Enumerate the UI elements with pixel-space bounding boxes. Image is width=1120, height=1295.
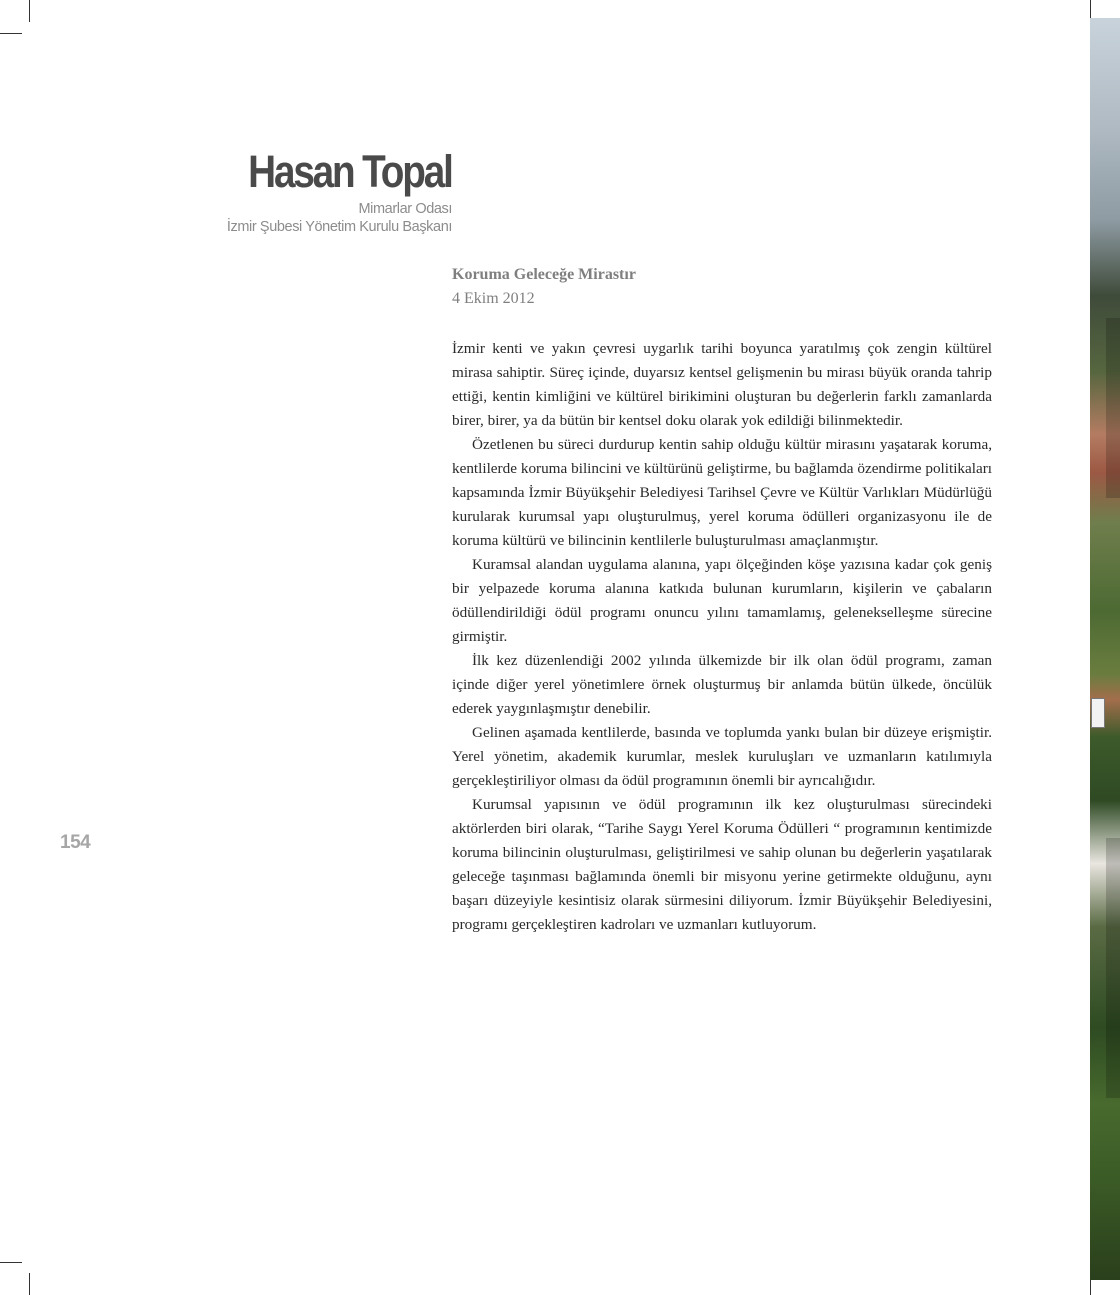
article-date: 4 Ekim 2012 — [452, 290, 535, 307]
author-name: Hasan Topal — [248, 146, 452, 197]
article-body — [452, 337, 992, 937]
article-paragraph: İzmir kenti ve yakın çevresi uygarlık tarihi boyunca yaratılmış çok zengin kültürel mirasa sahiptir. Süreç içinde, duyarsız kentsel gelişmenin bu mirası büyük oranda tahrip ettiği, kentin kimliğini ve kültürel birikimini oluşturan bu değerlerin farklı zamanlarda birer, birer, ya da bütün bir kentsel doku olarak yok edildiği bilinmektedir. — [452, 340, 992, 429]
article-paragraph: Kuramsal alandan uygulama alanına, yapı ölçeğinden köşe yazısına kadar çok geniş bir yelpazede koruma alanına katkıda bulunan kurumların, kişilerin ve çabaların ödüllendirildiği ödül programı onuncu yılını tamamlamış, gelenekselleşme sürecine girmiştir. — [452, 556, 992, 645]
article — [452, 263, 992, 937]
author-block — [215, 144, 452, 236]
photo-street-sign — [1091, 698, 1105, 728]
crop-mark — [29, 1273, 30, 1295]
crop-mark — [0, 1262, 22, 1263]
article-paragraph: Kurumsal yapısının ve ödül programının ilk kez oluşturulması sürecindeki aktörlerden biri olarak, “Tarihe Saygı Yerel Koruma Ödülleri “ programının kentimizde koruma bilincinin oluşturulması, geliştirilmesi ve sahip olunan bu değerlerin yaşatılarak geleceğe taşınması bağlamında önemli bir misyonu yerine getirmekte olduğunu, aynı başarı düzeyiyle kesintisiz olarak sürmesini diliyorum. İzmir Büyükşehir Belediyesini, programı gerçekleştiren kadroları ve uzmanları kutluyorum. — [452, 796, 992, 933]
article-paragraph: Özetlenen bu süreci durdurup kentin sahip olduğu kültür mirasını yaşatarak koruma, kentlilerde koruma bilincini ve kültürünü geliştirme, bu bağlamda özendirme politikaları kapsamında İzmir Büyükşehir Belediyesi Tarihsel Çevre ve Kültür Varlıkları Müdürlüğü kurularak kurumsal yapı oluşturulmuş, yerel koruma ödülleri organizasyonu ile de koruma kültürü ve bilincinin kentlilerle buluşturulması amaçlanmıştır. — [452, 436, 992, 549]
crop-mark — [0, 33, 22, 34]
photo-shadow — [1106, 838, 1120, 1098]
author-role: İzmir Şubesi Yönetim Kurulu Başkanı — [226, 219, 452, 235]
author-organization: Mimarlar Odası — [358, 201, 452, 217]
article-paragraph: İlk kez düzenlendiği 2002 yılında ülkemizde bir ilk olan ödül programı, zaman içinde diğer yerel yönetimlere örnek oluşturmuş bir anlamda bütün ülkede, öncülük ederek yaygınlaşmıştır denebilir. — [452, 652, 992, 717]
article-paragraph: Gelinen aşamada kentlilerde, basında ve toplumda yankı bulan bir düzeye erişmiştir. Yerel yönetim, akademik kurumlar, meslek kuruluşları ve uzmanların katılımıyla gerçekleştiriliyor olması da ödül programının önemli bir ayrıcalığıdır. — [452, 724, 992, 789]
photo-shadow — [1106, 318, 1120, 498]
facing-page-photo — [1090, 18, 1120, 1280]
article-title: Koruma Geleceğe Mirastır — [452, 266, 636, 283]
page-number: 154 — [60, 832, 91, 853]
crop-mark — [29, 0, 30, 22]
